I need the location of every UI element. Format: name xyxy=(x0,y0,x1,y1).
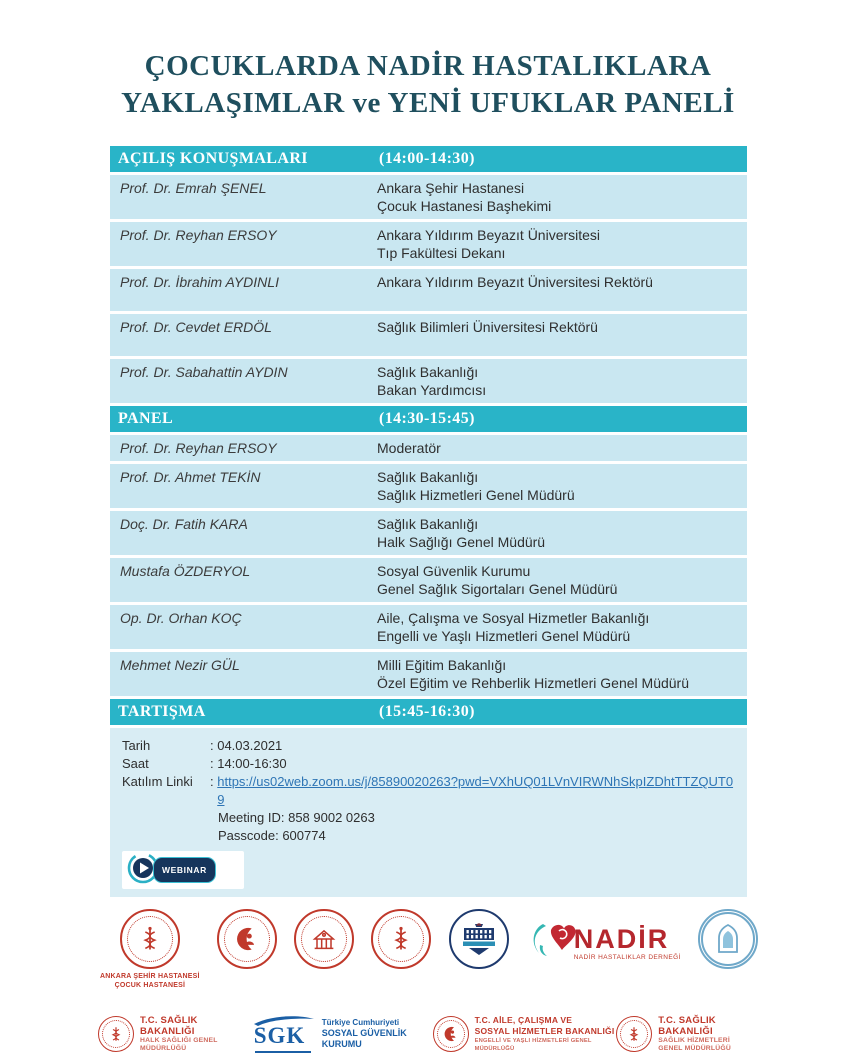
hospital-caption-line1: ANKARA ŞEHİR HASTANESİ xyxy=(100,973,200,980)
speaker-name: Prof. Dr. Sabahattin AYDIN xyxy=(120,364,288,380)
sgk-line1: Türkiye Cumhuriyeti xyxy=(321,1018,400,1027)
directorate-subtitle-line1: SAĞLIK HİZMETLERİ xyxy=(658,1036,730,1044)
section-time: (14:00-14:30) xyxy=(379,150,475,167)
section-header-tartisma xyxy=(110,699,747,725)
zoom-meeting-link[interactable]: https://us02web.zoom.us/j/85890020263?pwd=VXhUQ01LVnVIRWNhSkpIZDhtTTZQUT09 xyxy=(217,774,734,807)
webinar-logo xyxy=(122,851,244,889)
speaker-role-line: Sağlık Bakanlığı xyxy=(377,364,479,380)
meeting-id: Meeting ID: 858 9002 0263 xyxy=(218,810,375,825)
speaker-role-line: Tıp Fakültesi Dekanı xyxy=(377,245,506,261)
speaker-role-line: Aile, Çalışma ve Sosyal Hizmetler Bakanlığı xyxy=(377,610,650,626)
speaker-name: Mustafa ÖZDERYOL xyxy=(120,563,251,579)
ministry-title: T.C. SAĞLIK BAKANLIĞI xyxy=(140,1014,198,1037)
saglik-hizmetleri-seal-icon xyxy=(616,1016,652,1052)
logo-sgk xyxy=(252,1014,433,1054)
speaker-role-line: Çocuk Hastanesi Başhekimi xyxy=(377,198,552,214)
logo-halk-sagligi xyxy=(98,1015,252,1054)
section-label: AÇILIŞ KONUŞMALARI xyxy=(118,150,308,167)
table-row xyxy=(110,435,747,461)
tarih-label: Tarih xyxy=(122,738,151,753)
section-time: (14:30-15:45) xyxy=(379,410,475,427)
section-label: PANEL xyxy=(118,410,174,427)
speaker-role-line: Sağlık Hizmetleri Genel Müdürü xyxy=(377,487,575,503)
passcode: Passcode: 600774 xyxy=(218,828,326,843)
speaker-role-line: Sağlık Bakanlığı xyxy=(377,469,479,485)
detail-row-tarih xyxy=(122,737,737,755)
saat-label: Saat xyxy=(122,756,149,771)
saat-value: : 14:00-16:30 xyxy=(210,756,287,771)
sgk-line2: SOSYAL GÜVENLİK KURUMU xyxy=(321,1028,407,1049)
directorate-subtitle: ENGELLİ VE YAŞLI HİZMETLERİ GENEL MÜDÜRLÜĞÜ xyxy=(474,1037,592,1052)
ankara-sehir-hastanesi-seal-icon xyxy=(120,909,180,969)
speaker-role-line: Halk Sağlığı Genel Müdürü xyxy=(377,534,546,550)
table-row xyxy=(110,511,747,555)
milli-egitim-seal-icon xyxy=(294,909,354,969)
aile-bakanligi-small-seal-icon xyxy=(433,1016,469,1052)
program-table xyxy=(110,146,747,897)
ministry-title: T.C. SAĞLIK BAKANLIĞI xyxy=(658,1014,716,1037)
speaker-name: Prof. Dr. Cevdet ERDÖL xyxy=(120,319,272,335)
logo-ankara-sehir-hastanesi xyxy=(100,909,200,990)
sgk-mark-icon xyxy=(252,1014,316,1054)
speaker-role-line: Sosyal Güvenlik Kurumu xyxy=(377,563,531,579)
detail-row-link xyxy=(122,773,737,809)
aile-bakanligi-seal-icon xyxy=(217,909,277,969)
title-line-1: ÇOCUKLARDA NADİR HASTALIKLARA xyxy=(144,50,712,82)
table-row xyxy=(110,652,747,696)
speaker-name: Mehmet Nezir GÜL xyxy=(120,657,240,673)
table-row xyxy=(110,175,747,219)
speaker-name: Prof. Dr. Reyhan ERSOY xyxy=(120,227,277,243)
speaker-role-line: Bakan Yardımcısı xyxy=(377,382,487,398)
aybu-seal-icon xyxy=(698,909,758,969)
logo-saglik-bilimleri-universitesi xyxy=(449,909,509,969)
speaker-role-line: Milli Eğitim Bakanlığı xyxy=(377,657,507,673)
speaker-name: Prof. Dr. Emrah ŞENEL xyxy=(120,180,267,196)
speaker-role-line: Özel Eğitim ve Rehberlik Hizmetleri Genel Müdürü xyxy=(377,675,689,691)
nadir-subtext: NADİR HASTALIKLAR DERNEĞİ xyxy=(573,954,681,961)
ministry-title-line1: T.C. AİLE, ÇALIŞMA VE xyxy=(474,1014,573,1025)
saglik-bilimleri-universitesi-seal-icon xyxy=(449,909,509,969)
saglik-bakanligi-seal-icon xyxy=(371,909,431,969)
halk-sagligi-seal-icon xyxy=(98,1016,134,1052)
section-time: (15:45-16:30) xyxy=(379,703,475,720)
speaker-name: Op. Dr. Orhan KOÇ xyxy=(120,610,242,626)
table-row xyxy=(110,222,747,266)
logo-saglik-hizmetleri xyxy=(616,1015,760,1054)
speaker-name: Prof. Dr. İbrahim AYDINLI xyxy=(120,274,279,290)
table-row xyxy=(110,464,747,508)
webinar-label: WEBINAR xyxy=(153,857,216,883)
logo-milli-egitim-seal xyxy=(294,909,354,969)
speaker-role-line: Engelli ve Yaşlı Hizmetleri Genel Müdürü xyxy=(377,628,631,644)
table-row xyxy=(110,605,747,649)
speaker-name: Doç. Dr. Fatih KARA xyxy=(120,516,248,532)
speaker-name: Prof. Dr. Ahmet TEKİN xyxy=(120,469,261,485)
ministry-title-line2: SOSYAL HİZMETLER BAKANLIĞI xyxy=(474,1025,615,1036)
speaker-role-line: Sağlık Bakanlığı xyxy=(377,516,479,532)
logo-saglik-bakanligi-seal xyxy=(371,909,431,969)
logo-ankara-yildirim-beyazit-universitesi xyxy=(698,909,758,969)
speaker-role-line: Ankara Şehir Hastanesi xyxy=(377,180,525,196)
tarih-value: : 04.03.2021 xyxy=(210,738,283,753)
speaker-role-line: Ankara Yıldırım Beyazıt Üniversitesi xyxy=(377,227,601,243)
table-row xyxy=(110,558,747,602)
details-panel xyxy=(110,728,747,897)
detail-row-saat xyxy=(122,755,737,773)
ministry-logos-row xyxy=(98,1014,760,1054)
section-header-panel xyxy=(110,406,747,432)
logo-aile-bakanligi-seal xyxy=(217,909,277,969)
nadir-wordmark: NADİR xyxy=(573,924,670,954)
hospital-caption-line2: ÇOCUK HASTANESİ xyxy=(114,981,186,989)
table-row xyxy=(110,359,747,403)
link-separator: : xyxy=(210,774,214,789)
directorate-subtitle-line2: GENEL MÜDÜRLÜĞÜ xyxy=(658,1045,731,1052)
sgk-wordmark: SGK xyxy=(253,1023,306,1048)
section-header-acilis-konusmalari xyxy=(110,146,747,172)
speaker-role-line: Sağlık Bilimleri Üniversitesi Rektörü xyxy=(377,319,598,335)
table-row xyxy=(110,269,747,311)
table-row xyxy=(110,314,747,356)
katilim-linki-label: Katılım Linki xyxy=(122,774,193,789)
speaker-role-line: Ankara Yıldırım Beyazıt Üniversitesi Rektörü xyxy=(377,274,653,290)
speaker-name: Prof. Dr. Reyhan ERSOY xyxy=(120,440,277,456)
nadir-heart-icon xyxy=(526,917,578,970)
directorate-subtitle: HALK SAĞLIĞI GENEL MÜDÜRLÜĞÜ xyxy=(140,1036,218,1052)
institution-logos-row xyxy=(100,909,758,990)
logo-nadir-dernegi xyxy=(526,917,681,970)
logo-aile-bakanligi xyxy=(433,1015,617,1054)
title-line-2: YAKLAŞIMLAR ve YENİ UFUKLAR PANELİ xyxy=(121,87,735,119)
page-title xyxy=(0,0,856,122)
speaker-role-line: Moderatör xyxy=(377,440,441,456)
speaker-role-line: Genel Sağlık Sigortaları Genel Müdürü xyxy=(377,581,618,597)
section-label: TARTIŞMA xyxy=(118,703,206,720)
